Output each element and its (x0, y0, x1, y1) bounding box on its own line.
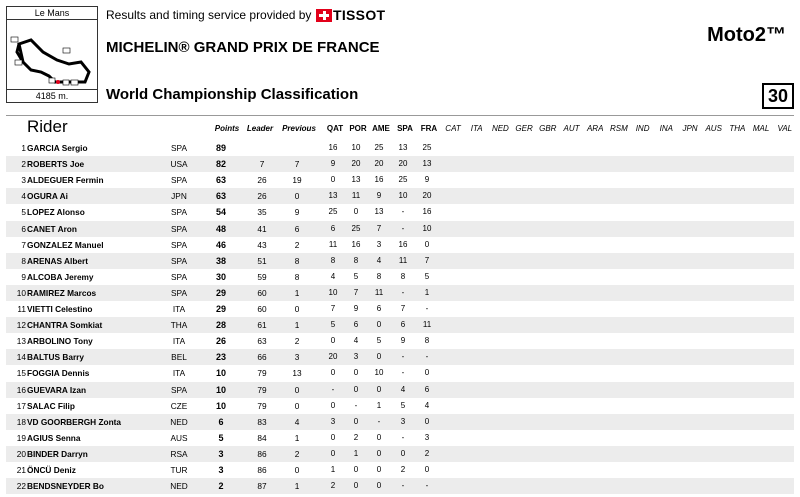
rider-name: GUEVARA Izan (27, 384, 87, 395)
rider-position: 5 (21, 207, 26, 218)
rider-points: 28 (215, 320, 226, 331)
table-row (6, 462, 794, 478)
gap-to-leader: 43 (257, 239, 267, 250)
race-result: 0 (330, 175, 336, 185)
race-result: 5 (376, 336, 382, 346)
gap-to-previous: 13 (292, 368, 302, 379)
race-result: 8 (376, 271, 382, 281)
gap-to-leader: 86 (257, 448, 267, 459)
race-result: 20 (398, 159, 408, 169)
rider-name: ROBERTS Joe (27, 159, 85, 170)
rider-position: 22 (16, 481, 26, 492)
gap-to-previous: 9 (294, 207, 300, 218)
table-row (6, 188, 794, 204)
rider-nation: TUR (170, 465, 188, 475)
race-result: 1 (376, 400, 382, 410)
race-result: 11 (398, 255, 408, 265)
table-row (6, 478, 794, 494)
table-row (6, 414, 794, 430)
rider-nation: BEL (171, 352, 187, 363)
rider-position: 13 (16, 336, 26, 347)
rider-position: 3 (21, 175, 26, 186)
gap-to-leader: 83 (257, 416, 267, 427)
race-result: 1 (424, 287, 430, 297)
race-result: - (401, 368, 405, 378)
race-result: 3 (353, 352, 359, 362)
race-result: 25 (351, 223, 361, 233)
rider-name: ALCOBA Jeremy (27, 271, 94, 282)
rider-position: 19 (16, 432, 26, 443)
track-map-icon (9, 22, 95, 90)
gap-to-previous: 0 (294, 400, 300, 411)
timing-credit: Results and timing service provided by (106, 8, 312, 22)
gap-to-previous: 6 (294, 223, 300, 234)
gap-to-previous: 4 (294, 416, 300, 427)
race-result: 0 (353, 384, 359, 394)
future-race-header-8: IND (635, 124, 650, 133)
rider-position: 7 (21, 239, 26, 250)
gap-to-previous: 2 (294, 239, 300, 250)
gap-to-leader: 60 (257, 287, 267, 298)
rider-points: 3 (218, 448, 224, 459)
future-race-header-6: ARA (586, 124, 604, 133)
gap-to-previous: 2 (294, 448, 300, 459)
gap-to-leader: 26 (257, 191, 267, 202)
rider-name: ARENAS Albert (27, 255, 89, 266)
rider-name: BINDER Darryn (27, 448, 88, 459)
race-result: 20 (422, 191, 432, 201)
race-result: 9 (400, 336, 406, 346)
table-row (6, 365, 794, 381)
table-row (6, 430, 794, 446)
rider-position: 8 (21, 255, 26, 266)
race-result: - (401, 481, 405, 491)
race-result: 0 (424, 465, 430, 474)
gap-to-leader: 79 (257, 384, 267, 395)
race-result: 0 (353, 368, 359, 378)
race-result: 9 (424, 175, 430, 185)
race-result: 11 (351, 191, 361, 201)
future-race-header-12: THA (729, 124, 746, 133)
gap-to-leader: 41 (257, 223, 267, 234)
rider-position: 20 (16, 448, 26, 459)
future-race-header-13: MAL (752, 124, 770, 133)
gap-to-leader: 63 (257, 336, 267, 347)
race-result: 0 (400, 448, 406, 458)
rider-position: 1 (21, 143, 26, 153)
rider-position: 12 (16, 320, 26, 331)
gap-to-previous: 8 (294, 255, 300, 266)
event-title: MICHELIN® GRAND PRIX DE FRANCE (106, 39, 380, 56)
race-result: 8 (353, 255, 359, 265)
race-result: 16 (351, 239, 361, 249)
future-race-header-10: JPN (682, 124, 698, 133)
race-result: 6 (400, 320, 406, 330)
rider-column-header: Rider (27, 117, 68, 136)
race-result: 10 (422, 223, 432, 233)
race-header-0: QAT (326, 124, 344, 133)
race-result: 11 (422, 320, 432, 330)
rider-points: 5 (218, 432, 224, 443)
rider-nation: JPN (171, 191, 187, 202)
track-info-box (6, 6, 98, 103)
tissot-brand: TISSOT (333, 7, 386, 23)
rider-points: 63 (215, 191, 226, 202)
race-result: 10 (328, 287, 338, 297)
race-result: - (425, 304, 429, 313)
future-race-header-4: GBR (539, 124, 557, 133)
race-result: 4 (424, 400, 430, 410)
rider-points: 26 (215, 336, 226, 347)
gap-to-leader: 51 (257, 255, 267, 266)
race-result: 0 (353, 465, 359, 474)
table-row (6, 301, 794, 317)
race-result: 8 (400, 271, 406, 281)
future-race-header-7: RSM (610, 124, 628, 133)
rider-points: 82 (215, 159, 226, 170)
race-result: 4 (353, 336, 359, 346)
rider-points: 54 (215, 207, 226, 218)
race-result: 10 (351, 143, 361, 152)
rider-points: 10 (215, 400, 226, 411)
race-result: 7 (424, 255, 430, 265)
race-result: 0 (424, 416, 430, 426)
race-result: 16 (328, 143, 338, 152)
race-result: 3 (376, 239, 382, 249)
table-row (6, 285, 794, 301)
header-divider (6, 115, 794, 116)
rider-points: 10 (215, 368, 226, 379)
race-result: 13 (398, 143, 408, 152)
class-title: Moto2™ (707, 24, 786, 46)
gap-to-previous: 19 (292, 175, 302, 186)
race-result: 1 (353, 448, 359, 458)
gap-to-previous: 0 (294, 465, 300, 475)
rider-position: 9 (21, 271, 26, 282)
table-row (6, 446, 794, 462)
rider-nation: ITA (172, 304, 186, 314)
race-result: 10 (374, 368, 384, 378)
race-result: 2 (353, 432, 359, 442)
race-result: 0 (353, 481, 359, 491)
swiss-cross-icon (316, 9, 332, 22)
race-result: - (425, 481, 429, 491)
rider-points: 46 (215, 239, 226, 250)
future-race-header-5: AUT (563, 124, 580, 133)
race-result: - (377, 416, 381, 426)
rider-nation: SPA (171, 143, 187, 153)
race-result: 0 (376, 384, 382, 394)
race-result: 25 (398, 175, 408, 185)
rider-nation: AUS (170, 432, 188, 443)
race-result: 16 (374, 175, 384, 185)
rider-nation: NED (170, 416, 188, 427)
rider-position: 18 (16, 416, 26, 427)
gap-to-leader: 66 (257, 352, 267, 363)
race-header-3: SPA (397, 124, 413, 133)
gap-to-leader: 79 (257, 368, 267, 379)
gap-to-previous: 0 (294, 191, 300, 202)
rider-nation: SPA (171, 384, 187, 395)
race-result: - (401, 287, 405, 297)
rider-position: 16 (16, 384, 26, 395)
rider-position: 6 (21, 223, 26, 234)
future-race-header-1: ITA (470, 124, 483, 133)
rider-name: CANET Aron (27, 223, 77, 234)
table-row (6, 269, 794, 285)
race-result: 25 (328, 207, 338, 217)
race-result: - (331, 384, 335, 394)
table-row (6, 382, 794, 398)
race-header-1: POR (349, 124, 367, 133)
rider-name: OGURA Ai (27, 191, 68, 202)
future-race-header-14: VAL (777, 124, 793, 133)
race-result: 3 (330, 416, 336, 426)
race-header-4: FRA (420, 124, 438, 133)
rider-position: 2 (21, 159, 26, 170)
gap-to-previous: 1 (294, 432, 300, 443)
race-result: 11 (328, 239, 338, 249)
race-result: 0 (330, 400, 336, 410)
rider-position: 11 (17, 304, 26, 314)
rider-name: FOGGIA Dennis (27, 368, 90, 379)
gap-to-previous: 3 (294, 352, 300, 363)
table-row (6, 156, 794, 172)
race-result: 0 (376, 481, 382, 491)
race-result: 4 (400, 384, 406, 394)
gap-to-previous: 8 (294, 271, 300, 282)
gap-to-previous: 0 (294, 304, 300, 314)
race-result: 13 (422, 159, 432, 169)
track-name: Le Mans (7, 7, 97, 20)
gap-to-leader: 84 (257, 432, 267, 443)
rider-name: ALDEGUER Fermin (27, 175, 104, 186)
rider-nation: SPA (171, 255, 187, 266)
race-result: - (354, 400, 358, 410)
race-result: 6 (330, 223, 336, 233)
rider-nation: CZE (170, 400, 188, 411)
race-result: 0 (376, 448, 382, 458)
gap-to-leader: 60 (257, 304, 267, 314)
rider-nation: SPA (171, 239, 187, 250)
race-result: 5 (330, 320, 336, 330)
race-result: 4 (330, 271, 336, 281)
race-result: 3 (424, 432, 430, 442)
gap-to-previous: 1 (294, 320, 300, 331)
rider-name: VIETTI Celestino (27, 304, 93, 314)
race-result: 20 (351, 159, 361, 169)
race-result: 6 (353, 320, 359, 330)
race-header-2: AME (372, 124, 390, 133)
rider-nation: NED (170, 481, 188, 492)
race-result: 0 (376, 432, 382, 442)
table-row (6, 221, 794, 237)
table-row (6, 317, 794, 333)
race-result: 4 (376, 255, 382, 265)
race-result: 0 (330, 336, 336, 346)
race-result: 7 (353, 287, 359, 297)
race-result: 9 (376, 191, 382, 201)
rider-points: 3 (218, 465, 224, 475)
race-result: 7 (400, 304, 406, 313)
race-result: 0 (353, 416, 359, 426)
gap-to-leader: 61 (257, 320, 267, 331)
rider-nation: USA (170, 159, 188, 170)
rider-nation: THA (170, 320, 188, 331)
rider-points: 89 (215, 143, 226, 153)
rider-name: AGIUS Senna (27, 432, 81, 443)
rider-nation: SPA (171, 271, 187, 282)
column-header-0: Points (214, 124, 240, 133)
race-result: - (401, 223, 405, 233)
rider-name: CHANTRA Somkiat (27, 320, 103, 331)
table-row (6, 253, 794, 269)
race-result: 8 (330, 255, 336, 265)
race-result: 13 (328, 191, 338, 201)
rider-position: 4 (21, 191, 26, 202)
future-race-header-11: AUS (705, 124, 722, 133)
rider-name: GARCIA Sergio (27, 143, 88, 153)
race-result: 9 (353, 304, 359, 313)
race-result: 20 (374, 159, 384, 169)
rider-name: SALAC Filip (27, 400, 75, 411)
race-result: - (425, 352, 429, 362)
race-result: 13 (374, 207, 384, 217)
rider-position: 15 (16, 368, 26, 379)
rider-nation: SPA (171, 287, 187, 298)
rider-points: 10 (215, 384, 226, 395)
race-result: 0 (424, 368, 430, 378)
rider-position: 21 (16, 465, 26, 475)
rider-points: 30 (215, 271, 226, 282)
race-result: 6 (376, 304, 382, 313)
table-row (6, 237, 794, 253)
race-result: 16 (398, 239, 408, 249)
rider-nation: SPA (171, 223, 187, 234)
gap-to-leader: 59 (257, 271, 267, 282)
race-result: 10 (398, 191, 408, 201)
race-result: 5 (424, 271, 430, 281)
race-result: 20 (328, 352, 338, 362)
race-result: 0 (330, 448, 336, 458)
race-result: 0 (353, 207, 359, 217)
gap-to-previous: 2 (294, 336, 300, 347)
gap-to-leader: 7 (259, 159, 265, 170)
rider-points: 2 (218, 481, 224, 492)
race-result: 11 (374, 287, 384, 297)
rider-name: ARBOLINO Tony (27, 336, 93, 347)
rider-points: 29 (215, 304, 226, 314)
race-result: 25 (422, 143, 432, 152)
tissot-logo (316, 7, 385, 23)
race-result: 2 (330, 481, 336, 491)
future-race-header-2: NED (491, 124, 509, 133)
race-result: 0 (330, 432, 336, 442)
gap-to-leader: 26 (257, 175, 267, 186)
rider-nation: RSA (170, 448, 188, 459)
race-result: 16 (422, 207, 432, 217)
race-result: 0 (330, 368, 336, 378)
round-number: 30 (762, 83, 794, 109)
race-result: 9 (330, 159, 336, 169)
table-row (6, 140, 794, 156)
race-result: 0 (376, 352, 382, 362)
race-result: 0 (376, 465, 382, 474)
gap-to-previous: 1 (294, 481, 300, 492)
table-row (6, 204, 794, 220)
rider-nation: ITA (172, 368, 186, 379)
future-race-header-3: GER (515, 124, 533, 133)
rider-points: 29 (215, 287, 226, 298)
rider-nation: SPA (171, 207, 187, 218)
document-title: World Championship Classification (106, 86, 359, 103)
race-result: - (401, 432, 405, 442)
rider-name: BENDSNEYDER Bo (27, 481, 104, 492)
rider-name: BALTUS Barry (27, 352, 85, 363)
rider-points: 6 (218, 416, 224, 427)
race-result: - (401, 207, 405, 217)
rider-nation: ITA (172, 336, 186, 347)
rider-points: 63 (215, 175, 226, 186)
race-result: - (401, 352, 405, 362)
race-result: 13 (351, 175, 361, 185)
race-result: 2 (400, 465, 406, 474)
rider-points: 38 (215, 255, 226, 266)
rider-name: VD GOORBERGH Zonta (27, 416, 122, 427)
rider-position: 17 (16, 400, 26, 411)
rider-position: 14 (16, 352, 26, 363)
race-result: 5 (353, 271, 359, 281)
column-header-1: Leader (246, 124, 274, 133)
race-result: 8 (424, 336, 430, 346)
column-header-2: Previous (282, 124, 316, 133)
table-row (6, 349, 794, 365)
race-result: 0 (376, 320, 382, 330)
race-result: 0 (424, 239, 430, 249)
gap-to-previous: 7 (294, 159, 300, 170)
race-result: 1 (330, 465, 336, 474)
race-result: 3 (400, 416, 406, 426)
race-result: 7 (330, 304, 336, 313)
gap-to-leader: 86 (257, 465, 267, 475)
race-result: 2 (424, 448, 430, 458)
race-result: 6 (424, 384, 430, 394)
rider-name: GONZALEZ Manuel (27, 239, 104, 250)
table-row (6, 172, 794, 188)
rider-points: 48 (215, 223, 226, 234)
rider-position: 10 (16, 287, 26, 298)
table-row (6, 398, 794, 414)
rider-name: LOPEZ Alonso (27, 207, 85, 218)
rider-nation: SPA (171, 175, 187, 186)
gap-to-leader: 79 (257, 400, 267, 411)
gap-to-previous: 1 (294, 287, 300, 298)
table-row (6, 333, 794, 349)
future-race-header-9: INA (659, 124, 673, 133)
rider-name: ÖNCÜ Deniz (27, 465, 76, 475)
rider-points: 23 (215, 352, 226, 363)
gap-to-previous: 0 (294, 384, 300, 395)
gap-to-leader: 35 (257, 207, 267, 218)
race-result: 25 (374, 143, 384, 152)
gap-to-leader: 87 (257, 481, 267, 492)
track-length: 4185 m. (7, 89, 97, 102)
race-result: 5 (400, 400, 406, 410)
future-race-header-0: CAT (445, 124, 461, 133)
rider-name: RAMIREZ Marcos (27, 287, 97, 298)
race-result: 7 (376, 223, 382, 233)
